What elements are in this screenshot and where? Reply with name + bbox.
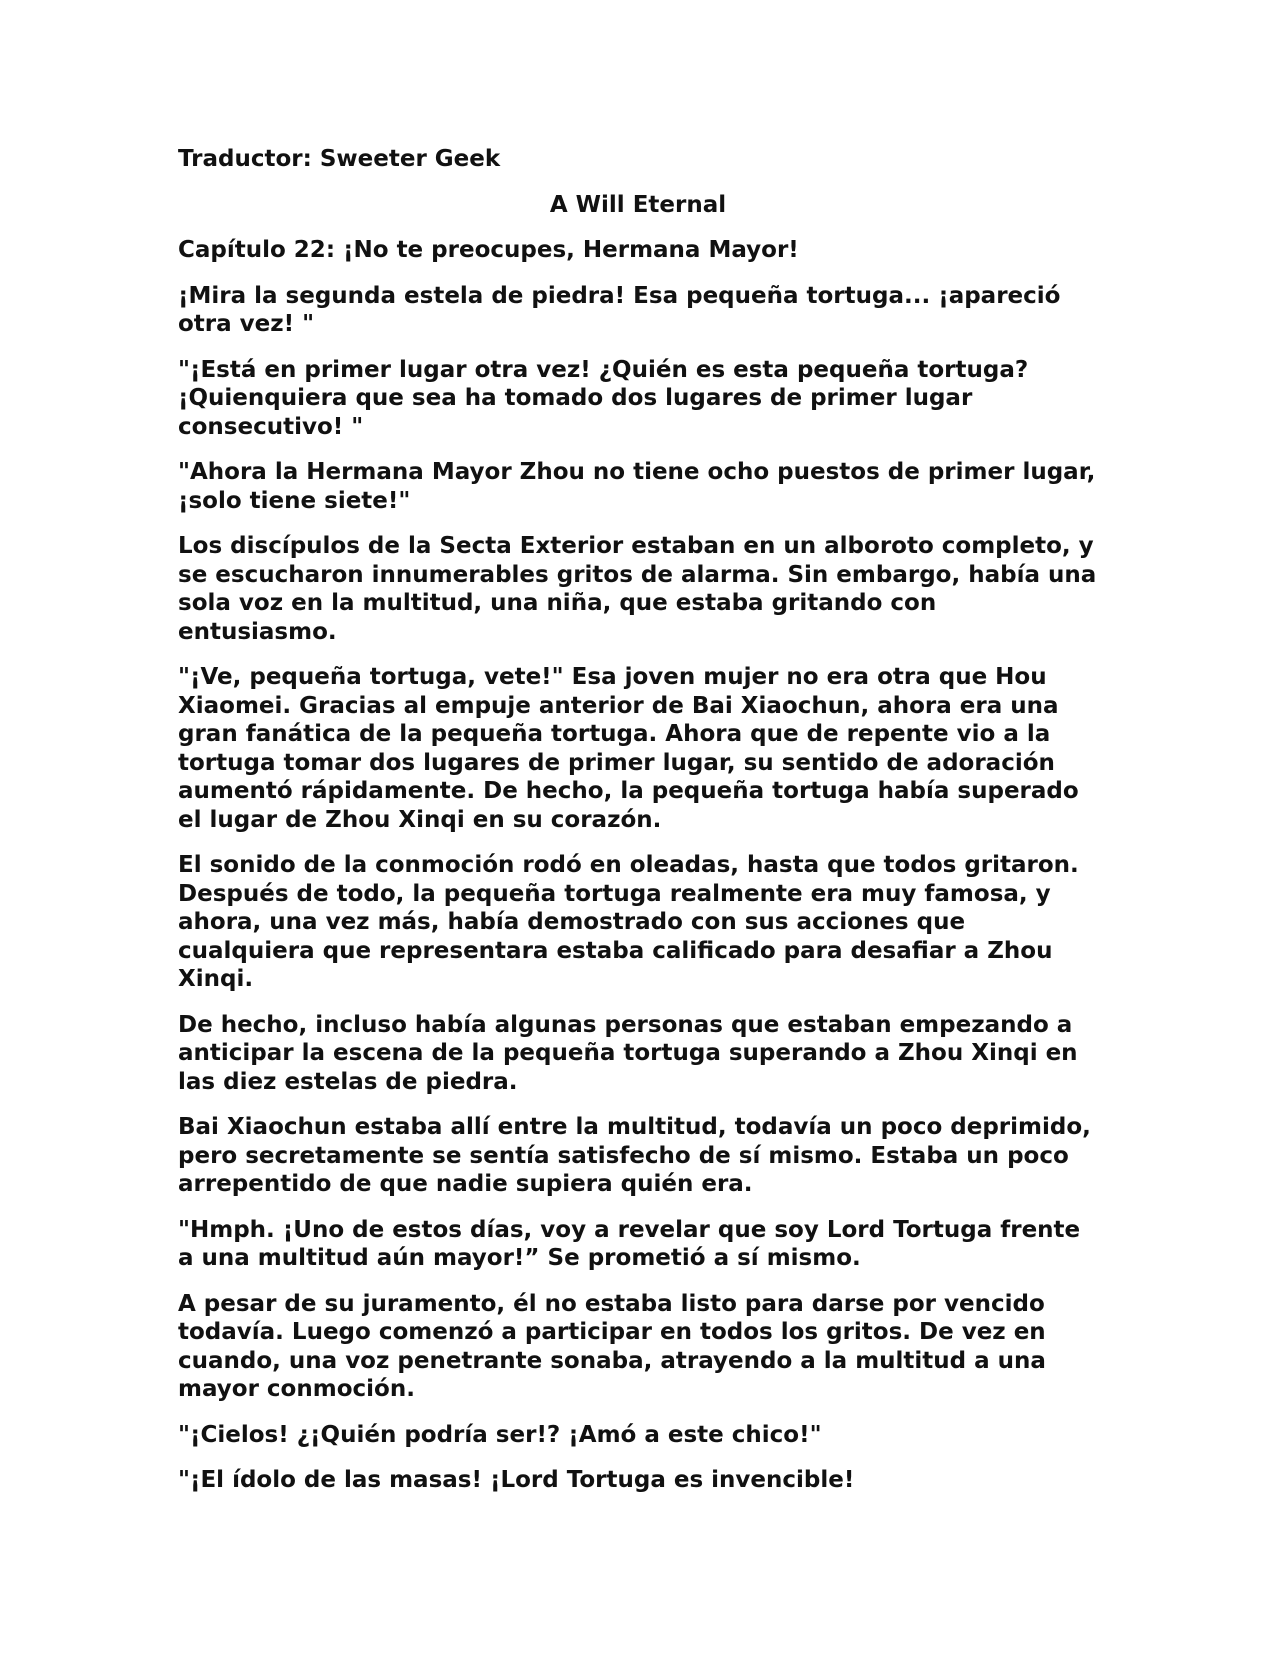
paragraph: De hecho, incluso había algunas personas que estaban empezando a anticipar la escena de la pequeña tortuga superando a Zhou Xinqi en las diez estelas de piedra.	[178, 1011, 1078, 1095]
paragraph: "¡Cielos! ¿¡Quién podría ser!? ¡Amó a este chico!"	[178, 1421, 822, 1448]
document-page	[178, 145, 1098, 1512]
paragraph: Los discípulos de la Secta Exterior estaban en un alboroto completo, y se escucharon innumerables gritos de alarma. Sin embargo, había una sola voz en la multitud, una niña, que estaba gritando con entusiasmo.	[178, 533, 1097, 645]
paragraph: "Hmph. ¡Uno de estos días, voy a revelar que soy Lord Tortuga frente a una multitud aún mayor!” Se prometió a sí mismo.	[178, 1216, 1081, 1271]
paragraph: El sonido de la conmoción rodó en oleadas, hasta que todos gritaron. Después de todo, la pequeña tortuga realmente era muy famosa, y ahora, una vez más, había demostrado con sus acciones que cualquiera que representara estaba calificado para desafiar a Zhou Xinqi.	[178, 852, 1079, 992]
chapter-title: Capítulo 22: ¡No te preocupes, Hermana Mayor!	[178, 237, 799, 263]
paragraph: "¡El ídolo de las masas! ¡Lord Tortuga es invencible!	[178, 1467, 855, 1493]
translator-credit: Traductor: Sweeter Geek	[178, 146, 501, 172]
paragraph: "¡Ve, pequeña tortuga, vete!" Esa joven mujer no era otra que Hou Xiaomei. Gracias al empuje anterior de Bai Xiaochun, ahora era una gran fanática de la pequeña tortuga. Ahora que de repente vio a la tortuga tomar dos lugares de primer lugar, su sentido de adoración aumentó rápidamente. De hecho, la pequeña tortuga había superado el lugar de Zhou Xinqi en su corazón.	[178, 664, 1079, 833]
book-title: A Will Eternal	[549, 191, 727, 218]
paragraph: ¡Mira la segunda estela de piedra! Esa pequeña tortuga... ¡apareció otra vez! "	[178, 282, 1061, 337]
paragraph: "¡Está en primer lugar otra vez! ¿Quién es esta pequeña tortuga? ¡Quienquiera que sea ha tomado dos lugares de primer lugar consecutivo! "	[178, 356, 1029, 440]
paragraph: "Ahora la Hermana Mayor Zhou no tiene ocho puestos de primer lugar, ¡solo tiene siete!"	[178, 459, 1096, 514]
paragraph: Bai Xiaochun estaba allí entre la multitud, todavía un poco deprimido, pero secretamente se sentía satisfecho de sí mismo. Estaba un poco arrepentido de que nadie supiera quién era.	[178, 1114, 1091, 1197]
paragraph: A pesar de su juramento, él no estaba listo para darse por vencido todavía. Luego comenzó a participar en todos los gritos. De vez en cuando, una voz penetrante sonaba, atrayendo a la multitud a una mayor conmoción.	[178, 1290, 1046, 1402]
